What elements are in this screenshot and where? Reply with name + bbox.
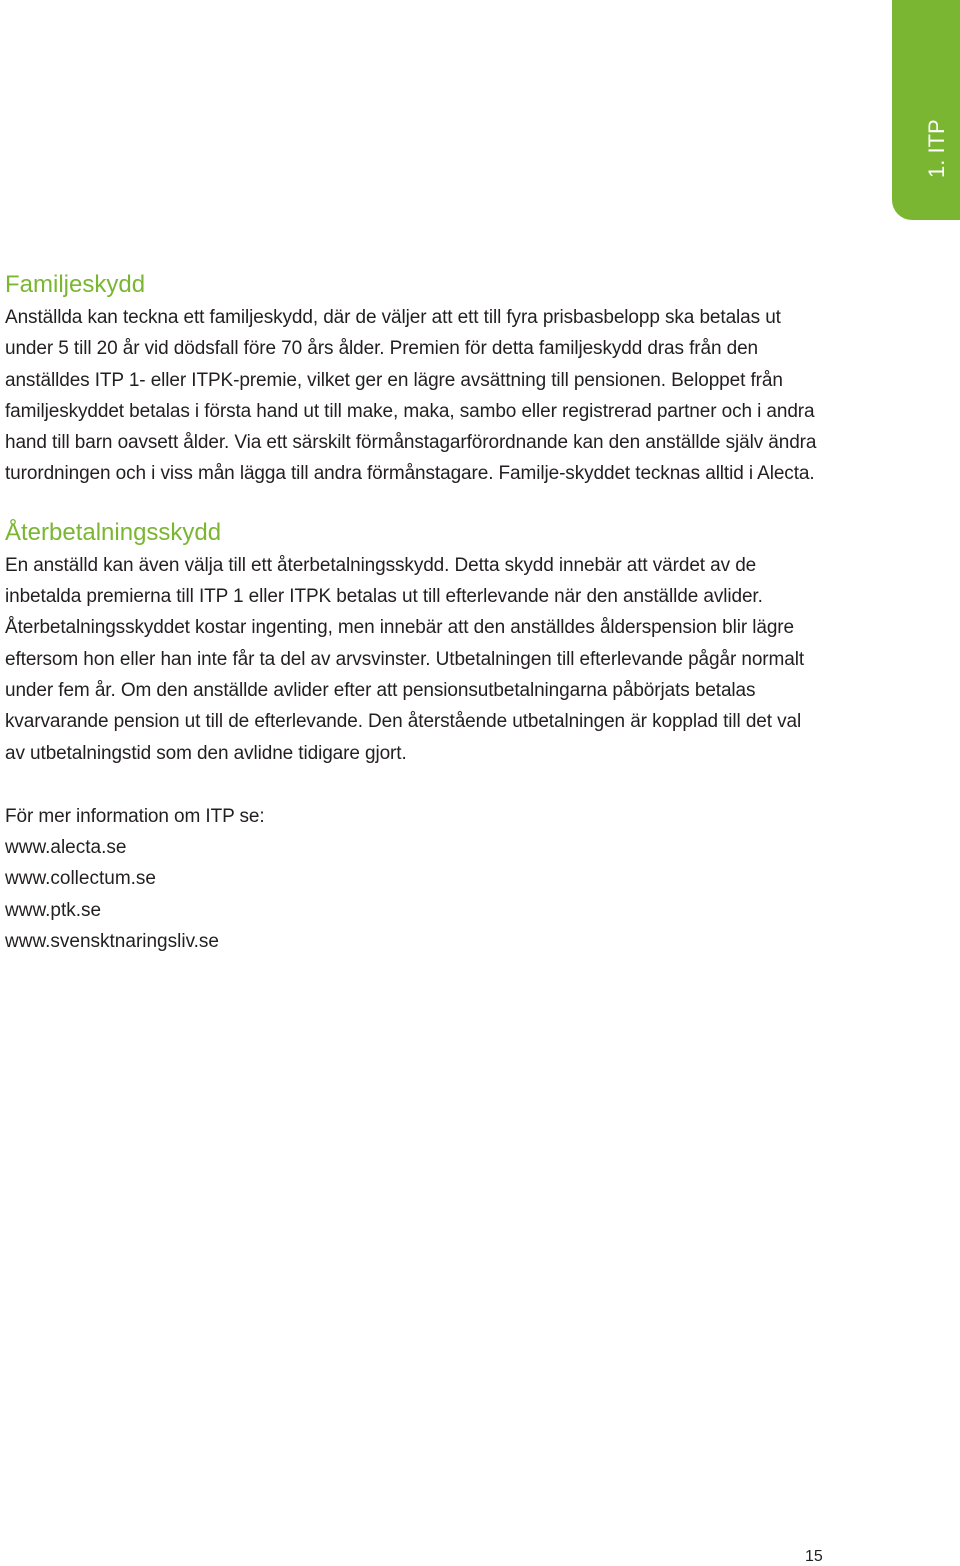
more-info: [5, 801, 825, 957]
section-familjeskydd: [5, 268, 825, 490]
page-number: 15: [805, 1548, 823, 1565]
link-ptk[interactable]: www.ptk.se: [5, 899, 102, 921]
section-body: Anställda kan teckna ett familjeskydd, där de väljer att ett till fyra prisbasbelopp ska betalas ut under 5 till 20 år vid dödsfall före 70 års ålder. Premien för detta familjeskydd dras från den anställdes ITP 1- eller ITPK-premie, vilket ger en lägre avsättning till pensionen. Beloppet från familjeskyddet betalas i första hand ut till make, maka, sambo eller registrerad partner och i andra hand till barn oavsett ålder. Via ett särskilt förmånstagarförordnande kan den anställde själv ändra turordningen och i viss mån lägga till andra förmånstagare. Familje-skyddet tecknas alltid i Alecta.: [5, 307, 817, 485]
chapter-tab-label: 1. ITP: [924, 119, 949, 178]
section-heading: Familjeskydd: [5, 271, 146, 298]
link-alecta[interactable]: www.alecta.se: [5, 837, 127, 859]
chapter-tab: [892, 0, 960, 220]
link-collectum[interactable]: www.collectum.se: [5, 868, 156, 890]
section-body: En anställd kan även välja till ett återbetalningsskydd. Detta skydd innebär att värdet av de inbetalda premierna till ITP 1 eller ITPK betalas ut till efterlevande när den anställde avlider. Återbetalningsskyddet kostar ingenting, men innebär att den anställdes ålderspension blir lägre eftersom hon eller han inte får ta del av arvsvinster. Utbetalningen till efterlevande pågår normalt under fem år. Om den anställde avlider efter att pensionsutbetalningarna påbörjats betalas kvarvarande pension ut till de efterlevande. Den återstående utbetalningen är kopplad till det val av utbetalningstid som den avlidne tidigare gjort.: [5, 554, 805, 764]
more-info-intro: För mer information om ITP se:: [5, 805, 265, 827]
page-content: [5, 268, 825, 957]
section-aterbetalningsskydd: [5, 516, 825, 769]
section-heading: Återbetalningsskydd: [5, 518, 222, 546]
link-svensktnaringsliv[interactable]: www.svensktnaringsliv.se: [5, 931, 220, 953]
